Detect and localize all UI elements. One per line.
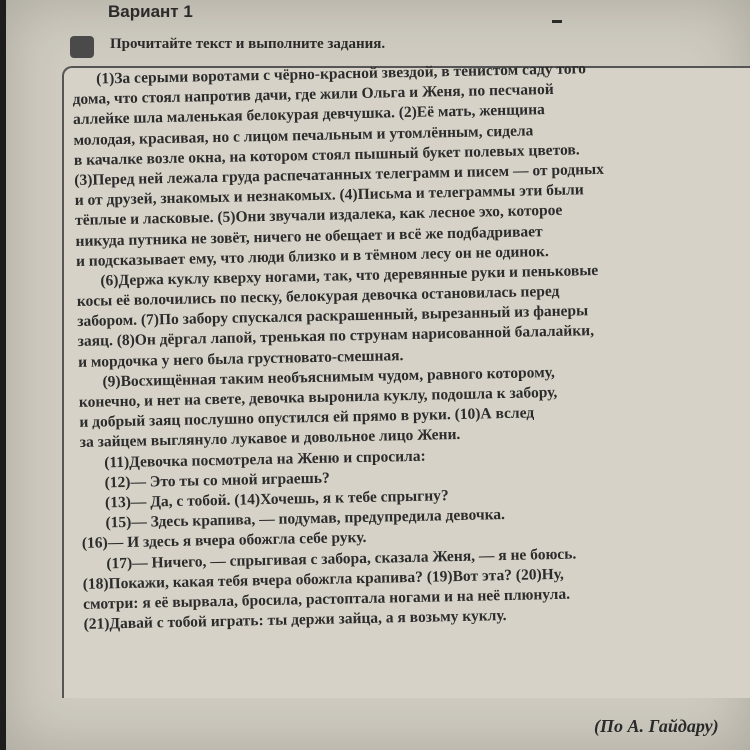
text-line: молодая, красивая, но с лицом печальным и утомлённым, сидела (73, 121, 534, 149)
text-line: (18)Покажи, какая тебя вчера обожгла крапива? (19)Вот эта? (20)Ну, (82, 565, 564, 593)
text-line: аллейке шла маленькая белокурая девчушка. (2)Её мать, женщина (72, 101, 545, 129)
author-attribution: (По А. Гайдару) (594, 716, 719, 736)
text-line: (3)Перед ней лежала груда распечатанных телеграмм и писем — от родных (74, 160, 605, 189)
text-line: смотри: я её вырвала, бросила, растоптала ногами и на неё плюнула. (83, 585, 571, 613)
text-line: (12)— Это ты со мной играешь? (104, 469, 330, 492)
text-line: (13)— Да, с тобой. (14)Хочешь, я к тебе спрыгну? (104, 487, 449, 512)
text-line: и мордочка у него была грустновато-смешная. (77, 346, 404, 371)
text-line: (21)Давай с тобой играть: ты держи зайца, а я возьму куклу. (83, 607, 507, 633)
text-line: (9)Восхищённая таким необъяснимым чудом, равного которому, (102, 363, 555, 391)
reading-text (72, 56, 750, 635)
text-line: косы её волочились по песку, белокурая девочка остановилась перед (76, 282, 560, 311)
text-line: заяц. (8)Он дёргал лапой, тренькая по струнам нарисованной балалайки, (77, 322, 595, 351)
task-instruction: Прочитайте текст и выполните задания. (110, 36, 386, 52)
text-line: (15)— Здесь крапива, — подумав, предупредила девочка. (105, 506, 506, 532)
text-line: и от друзей, знакомых и незнакомых. (4)Письма и телеграммы эти были (74, 181, 584, 210)
text-line: (16)— И здесь я вчера обожгла себе руку. (81, 529, 367, 553)
text-line: и подсказывает ему, что люди близко и в тёмном лесу он не одинок. (75, 242, 549, 270)
text-line: за зайцем выглянуло лукавое и довольное лицо Жени. (79, 426, 461, 452)
text-line: и добрый заяц послушно опустился ей прямо в руки. (10)А вслед (79, 404, 535, 432)
text-line: конечно, и нет на свете, девочка выронила куклу, подошла к забору, (78, 383, 558, 411)
text-line: тёплые и ласковые. (5)Они звучали издалека, как лесное эхо, которое (74, 202, 563, 230)
text-line: (1)За серыми воротами с чёрно-красной звездой, в тенистом саду того (96, 60, 587, 88)
page-mark (552, 20, 562, 23)
text-line: в качалке возле окна, на котором стоял пышный букет полевых цветов. (73, 141, 580, 169)
variant-title: Вариант 1 (108, 2, 193, 21)
text-line: никуда путника не зовёт, ничего не обещает и всё же подбадривает (75, 222, 543, 250)
book-page (6, 0, 750, 750)
text-line: дома, что стоял напротив дачи, где жили Ольга и Женя, по песчаной (72, 81, 554, 109)
text-line: (6)Держа куклу кверху ногами, так, что деревянные руки и пеньковые (100, 261, 599, 290)
text-line: (17)— Ничего, — спрыгивая с забора, сказала Женя, — я не боюсь. (106, 545, 577, 572)
task-square-icon (70, 36, 94, 58)
text-line: забором. (7)По забору спускался раскрашенный, вырезанный из фанеры (77, 302, 589, 331)
text-line: (11)Девочка посмотрела на Женю и спросила: (104, 447, 426, 471)
